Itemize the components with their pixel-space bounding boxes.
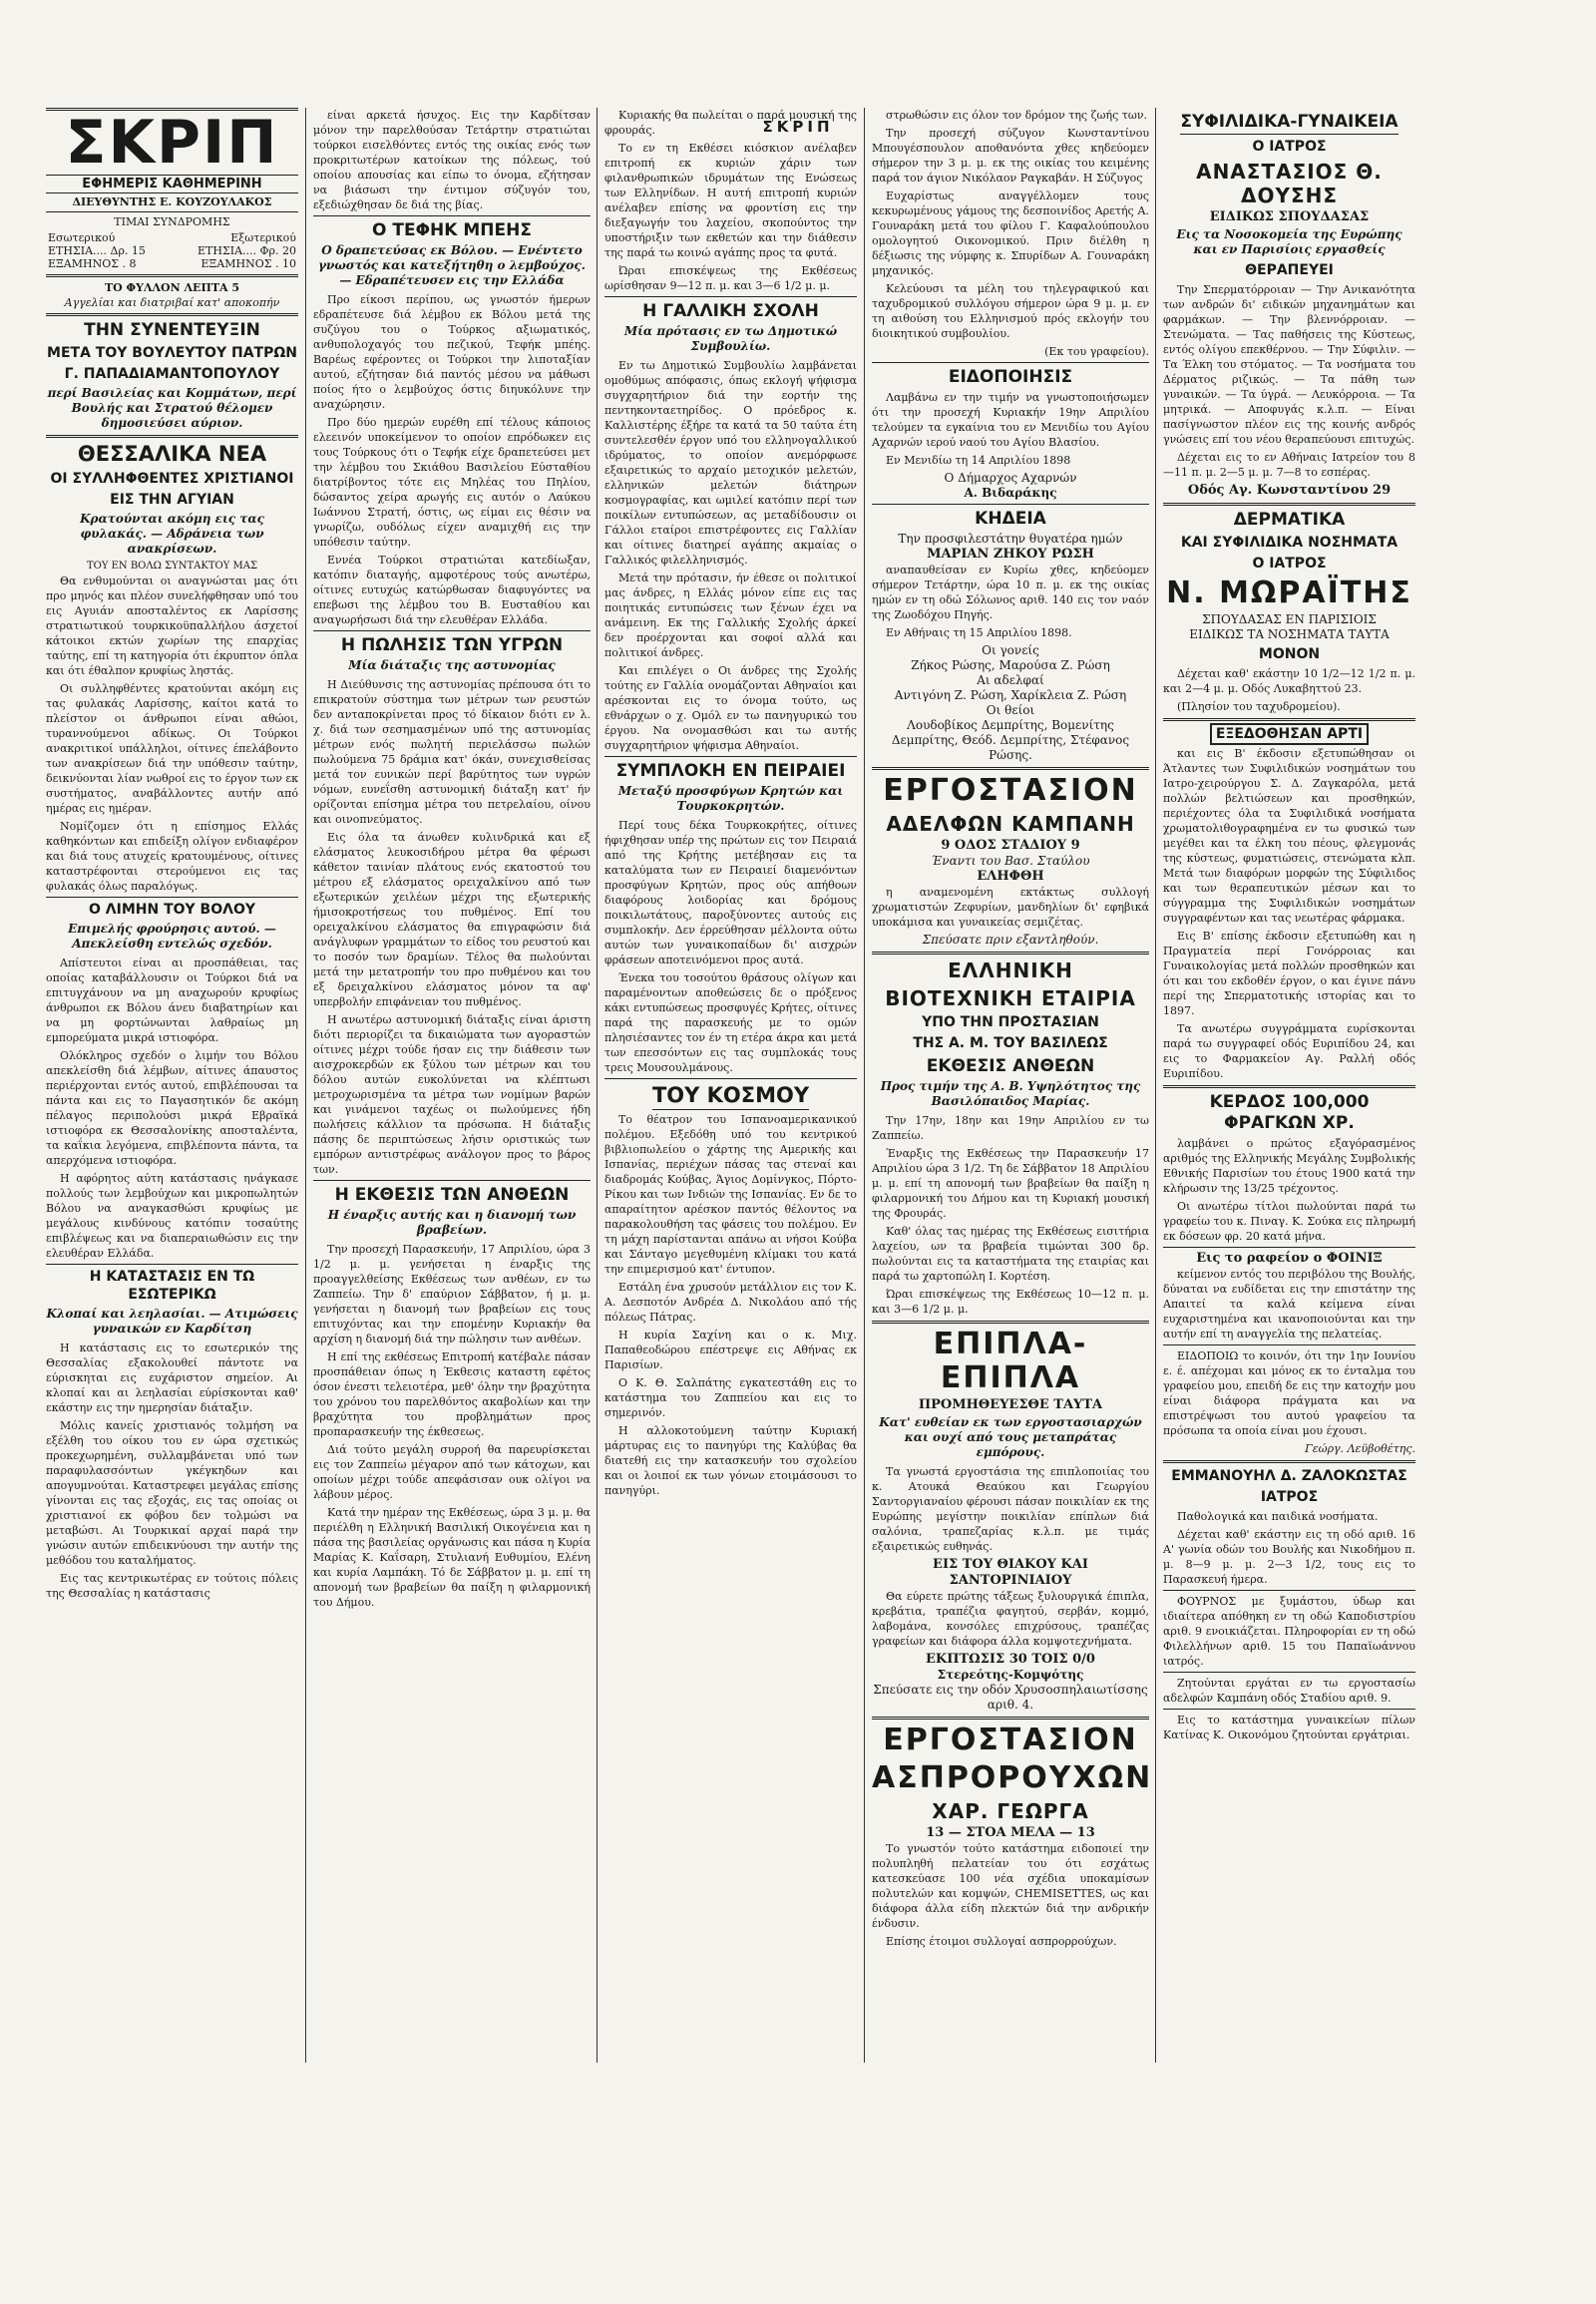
notice-line: Οι θείοι xyxy=(986,703,1035,717)
notice-line: Λουδοβίκος Δεμπρίτης, Βομενίτης Δεμπρίτης, Θεόδ. Δεμπρίτης, Στέφανος Ρώσης. xyxy=(891,718,1130,762)
column-rule xyxy=(1155,108,1156,2063)
ad-title-text: ΣΥΦΙΛΙΔΙΚΑ-ΓΥΝΑΙΚΕΙΑ xyxy=(1180,112,1397,135)
paragraph: Οι συλληφθέντες κρατούνται ακόμη εις τας φυλακάς Λαρίσσης, καίτοι κατά το πλείστον οι άνθρωποι είναι αθώοι, τυραννούμενοι αδίκως. Οι Τούρκοι ανακριτικοί υπάλληλοι, οίτινες έπελάβοντο των ανακρίσεων διά την υπόθεσιν ταύτην, δεικνύονται λίαν νωθροί εις το έργον των εκ συστήματος, αναβάλλοντες αυτήν από ημέρας εις ημέραν. xyxy=(46,682,298,815)
paragraph: Κατά την ημέραν της Εκθέσεως, ώρα 3 μ. μ. θα περιέλθη η Ελληνική Βασιλική Οικογένεια και η πάσα της βασιλείας οργάνωσις και πάσα η Κυρία Μαρίας Κ. Καΐσαρη, Στυλιανή Ευθυμίου, Ελένη και κυρία Λαμπάκη. Τό δε Σάββατον μ. μ. επί τη απονομή των βραβείων θα παίξη η φιλαρμονική του Δήμου. xyxy=(313,1506,591,1609)
ad-heading: ΠΡΟΜΗΘΕΥΕΣΘΕ ΤΑΥΤΑ xyxy=(918,1397,1103,1412)
ad-title xyxy=(1163,725,1415,743)
paragraph: Ένεκα του τοσούτου θράσους ολίγων και παραμένοντων αποθεώσεις δε ο πρόξενος κάκι εντυπώσεως προσφυγές Κρήτες, οίτινες παρά της παρασκευής με το ομών πλησιέσαντες τον έν τη ετέρα άκρα και μετά των επεσσόντων εις τας συμπλοκάς τους τρεις Μουσουλμάνους. xyxy=(604,971,857,1074)
paragraph: Ευχαρίστως αναγγέλλομεν τους κεκυρωμένους γάμους της δεσποινίδος Αρετής Α. Γουναράκη μετά του φίλου Γ. Καφαλούπουλου ομολογητού Οικονομικού. Πριν διέλθη η δέξιωσις της νύμφης κ. Σπυρίδων Α. Γουναράκη μηχανικός. xyxy=(872,190,1149,277)
ad-body xyxy=(1163,746,1415,1081)
headline: ΤΗΝ ΣΥΝΕΝΤΕΥΞΙΝ xyxy=(84,320,260,340)
paragraph: Ο Κ. Θ. Σαλπάτης εγκατεστάθη εις το κατάστημα του Ζαππείου και εις το σημερινόν. xyxy=(604,1376,857,1419)
article-body xyxy=(46,574,298,894)
article-body xyxy=(46,1341,298,1601)
ad-heading: ΘΕΡΑΠΕΥΕΙ xyxy=(1245,262,1334,278)
signature: Γεώργ. Λεϋβοθέτης. xyxy=(1305,1442,1415,1455)
subheadline: Η έναρξις αυτής και η διανομή των βραβείων. xyxy=(327,1208,577,1237)
headline: Η ΠΩΛΗΣΙΣ ΤΩΝ ΥΓΡΩΝ xyxy=(340,635,564,655)
column-5 xyxy=(1157,108,1421,2063)
paragraph: Εν Αθήναις τη 15 Απριλίου 1898. xyxy=(886,626,1072,639)
ad-heading: Ο ΙΑΤΡΟΣ xyxy=(1252,139,1327,155)
paragraph: Μετά την πρότασιν, ήν έθεσε οι πολιτικοί μας άνδρες, η Ελλάς μόνον είπε εις τας ποιητικάς εντυπώσεις των ξένων έχει να ανάμεινη. Εκ της Γαλλικής Σχολής άρκεί δεν προέρχονται και σοφοί αλλά και πολιτικοί άνδρες. xyxy=(604,572,857,659)
subheadline: Ο δραπετεύσας εκ Βόλου. — Ενέντετο γνωστός και κατεξήτηθη ο λεμβούχος. — Εδραπέτευσεν εις την Ελλάδα xyxy=(318,243,586,287)
running-head: ΣΚΡΙΠ xyxy=(762,118,834,136)
paragraph: Η κυρία Σαχίνη και ο κ. Μιχ. Παπαθεοδώρου επέστρεψε εις Αθήνας εκ Παρισίων. xyxy=(604,1329,857,1371)
issue-price: ΤΟ ΦΥΛΛΟΝ ΛΕΠΤΑ 5 xyxy=(104,281,240,294)
notice-line: Ζήκος Ρώσης, Μαρούσα Ζ. Ρώση xyxy=(911,658,1110,672)
headline: ΜΕΤΑ ΤΟΥ ΒΟΥΛΕΥΤΟΥ ΠΑΤΡΩΝ xyxy=(47,345,297,361)
doctor-name: Ν. ΜΩΡΑΪΤΗΣ xyxy=(1166,576,1412,610)
ad-subheading: Κατ' ευθείαν εκ των εργοστασιαρχών και ουχί από τους μεταπράτας εμπόρους. xyxy=(879,1415,1142,1459)
article-body xyxy=(313,677,591,1177)
paragraph: Ολόκληρος σχεδόν ο λιμήν του Βόλου απεκλείσθη διά λέμβων, αίτινες άπαυστος περιέρχονται εντός αυτού, επιβλέπουσαι τα πάντα και εις το Παγασητικόν δε ακόμη πέλαγος περιπολούσι μικρά Εβραϊκά ιστιοφόρα εκ Θεσσαλονίκης αποσταλέντα, τα καΐκια λεγόμενα, επιβλέποντα πάντα, τα απερχόμενα ιστιοφόρα. xyxy=(46,1049,298,1167)
headline: ΕΙΔΟΠΟΙΗΣΙΣ xyxy=(948,367,1073,387)
column-rule xyxy=(864,108,865,2063)
paragraph: Περί τους δέκα Τουρκοκρήτες, οίτινες ήφιχθησαν υπέρ της πρώτων εις τον Πειραιά από της Κρήτης μετέβησαν εις τα καταλύματα των εν Πειραιεί διαμενόντων προσφύγων Κρητών, προς ούς απήθοων διαφόρους λοιδορίας και δρόμους ποικιλωτάτους, παροξύνοντες αυτούς εις συμπλοκήν. Δεν έρρεύθησαν μέλλοντα ούτω αυτών των γυναικοπαίδων δι' αισχρών φράσεων αποτεινόμενοι προς αυτά. xyxy=(604,819,857,966)
byline: ΤΟΥ ΕΝ ΒΟΛΩ ΣΥΝΤΑΚΤΟΥ ΜΑΣ xyxy=(86,561,258,572)
paragraph: Η επί της εκθέσεως Επιτροπή κατέβαλε πάσαν προσπάθειαν όπως η Έκθεσις καταστη εφέτος όσον ένεστι τελειοτέρα, μεθ' όλην την βραχύτητα του χρόνου του παρελθόντος ακαβολίων και την βραχύτητα του προβλημάτων προς προπαρασκευήν της έκθεσεως. xyxy=(313,1350,591,1438)
headline: ΣΥΜΠΛΟΚΗ ΕΝ ΠΕΙΡΑΙΕΙ xyxy=(615,761,846,781)
ad-body xyxy=(1163,666,1415,714)
paragraph: Την προσεχή Παρασκευήν, 17 Απριλίου, ώρα 3 1/2 μ. μ. γενήσεται η έναρξις της προαγγελθείσης Εκθέσεως των ανθέων, εν τω Ζαππείω. Την δ' επαύριον Σάββατον, ή μ. μ. γενήσεται η διανομή των βραβείων εις τους επιτυχόντας και την επομένην Κυριακήν θα αρχίση η διανομή διά την πώλησιν των ανθέων. xyxy=(313,1243,591,1345)
paragraph: Εννέα Τούρκοι στρατιώται κατεδίωξαν, κατόπιν διαταγής, αμφοτέρους τούς ανωτέρω, οίτινες ευτυχώς κατώρθωσαν διαφυγόντες να επεβωσι της λέμβου του Β. Ευσταθίου και αναγωρήσωσι διά την ελευθέραν Ελλάδα. xyxy=(313,554,591,626)
paragraph: Την Σπερματόρροιαν — Την Ανικανότητα των ανδρών δι' ειδικών μηχανημάτων και φαρμάκων. — Την βλεννόρροιαν. — Στενώματα. — Τας παθήσεις της Κύστεως, εντός ολίγου επεκθέρνου. — Την Σύφιλιν. — Τα Έλκη του στόματος. — Τα νοσήματα του Δέρματος ριζικώς. — Τα πάθη των γυναικών. — Τα ύγρά. — Λευκόρροια. — Τα μητρικά. — Αποφυγάς κ.λ.π. — Είναι πασίγνωστον πλέον εις της κοινής ανδρός γνώσεις επί του νέου θεραπεύουσι επιτυχώς. xyxy=(1163,283,1415,446)
ad-line: ΕΙΔΙΚΩΣ ΤΑ ΝΟΣΗΜΑΤΑ ΤΑΥΤΑ xyxy=(1189,627,1390,641)
paragraph: Θα ενθυμούνται οι αναγνώσται μας ότι προ μηνός και πλέον συνελήφθησαν υπό του εις Αγυιάν αποσταλέντος εκ Λαρίσσης στρατιωτικού τουρκικοϋπαλλήλου άσχετοί κάτοικοι εκτών χωρίων της επαρχίας ταύτης, επί τη κατηγορία ότι έκρυπτον όπλα και ότι έθαλπον κρυφίως ληστάς. xyxy=(46,575,298,677)
paragraph: Τα ανωτέρω συγγράμματα ευρίσκονται παρά τω συγγραφεί οδός Ευριπίδου 24, και εις το Φαρμακείον Αγ. Ραλλή οδός Ευριπίδου. xyxy=(1163,1022,1415,1080)
paragraph: Δέχεται καθ' εκάστην εις τη οδό αριθ. 16 Α' γωνία οδών του Βουλής και Νικοδήμου π. μ. 8—9 μ. μ. 2—3 1/2, τους εις το Παρασκευή ήμερα. xyxy=(1163,1528,1415,1586)
paragraph: (Πλησίον του ταχυδρομείου). xyxy=(1177,700,1341,713)
ad-body xyxy=(872,885,1149,930)
paragraph: Το θέατρον του Ισπανοαμερικανικού πολέμου. Εξεδόθη υπό του κεντρικού βιβλιοπωλείου ο χάρτης της Αμερικής και Ισπανίας, περιέχων πάσας τας στεναί και διαδρομάς Κούβας, Άγιος Δομίνγκος, Πόρτο-Ρίκου και των Ινδιών της Ισπανίας. Εν δε το απαραίτητον αρέσκον παντός θέλοντος να παρακολουθήση τας φάσεις του πολέμου. Εν τη μάχη παρίστανται απάνω αι νήσοι Κούβα και Σάνταγο μεγεθυμένη κλίμακι του κατά την επιμερισμού κατ' έντυπον. xyxy=(604,1113,857,1276)
signature: Α. Βιδαράκης xyxy=(964,486,1057,500)
ad-title: ΕΠΙΠΛΑ-ΕΠΙΠΛΑ xyxy=(933,1327,1088,1395)
article-body xyxy=(872,108,1149,359)
subheadline: Επιμελής φρούρησις αυτού. — Απεκλείσθη εντελώς σχεδόν. xyxy=(68,922,276,951)
domestic-label: Εσωτερικού xyxy=(48,231,116,244)
ad-body xyxy=(1163,1509,1415,1587)
paragraph: Το εν τη Εκθέσει κιόσκιον ανέλαβεν επιτροπή εκ κυριών χάριν των φιλανθρωπικών ιδρυμάτων της Ενώσεως των Ελληνίδων. Η αυτή επιτροπή κυριών ανέλαβεν επίσης να φροντίση εις την διεξαγωγήν του λαχείου, σκοπούντος την υποστήριξιν των εκθετών και την διάθεσιν της παρά τω κοινώ αγάπης προς τα φυτά. xyxy=(604,142,857,259)
ad-body xyxy=(1163,1136,1415,1244)
ad-discount: ΕΚΠΤΩΣΙΣ 30 ΤΟΙΣ 0/0 xyxy=(926,1652,1095,1667)
price-cell: ΕΤΗΣΙΑ.... Φρ. 20 xyxy=(198,244,296,257)
paragraph: Τα γνωστά εργοστάσια της επιπλοποιίας του κ. Ατουκά Θεαύκου και Γεωργίου Σαντοργιαναίου φέρουσι πάσαν ποικιλίαν εκ της Ευρώπης μεγίστην ποικιλίαν επίπλων διά σαλόνια, τραπεζαρίας κ.λ.π. με τιμάς εξαιρετικώς ευθηνάς. xyxy=(872,1465,1149,1553)
paragraph: Εις το κατάστημα γυναικείων πίλων Κατίνας Κ. Οικονόμου ζητούνται εργάτριαι. xyxy=(1163,1714,1415,1741)
article-body xyxy=(872,563,1149,640)
paragraph: Και επιλέγει ο Οι άνδρες της Σχολής τούτης εν Γαλλία ονομάζονται Αθηναίοι και αρέσκονται εις το όνομα τούτο, ως εθνάρχων ο χ. Ομόλ εν τω πανηγυρικώ του έργου. Να ονομασθώσι και τω αυτής συγχαρητήριον ψήφισμα Αθηναίοι. xyxy=(604,664,857,752)
foreign-label: Εξωτερικού xyxy=(230,231,296,244)
paragraph: Κυριακής θα πωλείται ο παρά μουσική της φρουράς. xyxy=(604,109,857,137)
article-body xyxy=(313,292,591,627)
price-cell: ΕΤΗΣΙΑ.... Δρ. 15 xyxy=(48,244,146,257)
paragraph: Επίσης έτοιμοι συλλογαί ασπρορρούχων. xyxy=(886,1935,1117,1948)
paragraph: Η ανωτέρω αστυνομική διάταξις είναι άριστη διότι περιορίζει τα δικαιώματα των αγοραστών οίτινες μέχρι τούδε ήσαν εις την διάθεσιν των αισχροκερδών εκ ξύλου των μέτρων και του δόλου αυτών ευκολύνεται να κλέπτωσι μετροχωρισμένα τα μέτρα των νομίμων βαρών και γινάμενοι ταχέως οι πωλούμενες ήδη πωλήσεις κάλλιον τα πρόσωπα. Η διάταξις πάσης δε περιπτώσεως λήσιν οριστικώς των εμπόρων αντιστρέφως ανάλογον προς το βάρος των. xyxy=(313,1013,591,1176)
ad-address: 9 ΟΔΟΣ ΣΤΑΔΙΟΥ 9 xyxy=(941,838,1080,853)
paragraph: και εις Β' έκδοσιν εξετυπώθησαν οι Άτλαντες των Συφιλιδικών νοσημάτων του Ιατρο-χειρούργου Σ. Δ. Ζαγκαρόλα, μετά πολλών βελτιώσεων και προσθηκών, περιέχοντες όλα τα Συφιλιδικά νοσήματα χρωματολιθογραφημένα εν τω φυσικώ των μεγέθει και τα έλκη του πέους, φλεγμονάς της κύστεως, φυματιώσεις, στενώματα κλπ. Μετά των διαφόρων μορφών της Σύφιλιδος και των θεραπευτικών μέσων και το σύγγραμμα της Συφιλιδικών νοσημάτων συγγραφέντων και τας νεωτέρας φάρμακα. xyxy=(1163,747,1415,925)
notice-line: Αντιγόνη Ζ. Ρώση, Χαρίκλεια Ζ. Ρώση xyxy=(894,688,1127,702)
ad-address: Οδός Αγ. Κωνσταντίνου 29 xyxy=(1187,483,1392,498)
paragraph: είναι αρκετά ήσυχος. Εις την Καρδίτσαν μόνον την παρελθούσαν Τετάρτην στρατιώται τούρκοι εισελθόντες εντός της οικίας ενός των προκριτωτέρων κατοίκων της πόλεως, τού οποίου απουσίας και είπω το όνομα, εζήτησαν να βιάσωσι την έντιμον σύζυγόν του, εξεδιώχθησαν δε διά της βίας. xyxy=(313,109,591,211)
paragraph: Προ είκοσι περίπου, ως γνωστόν ήμερων εδραπέτευσε διά λέμβου εκ Βόλου μετά της συζύγου του ο Τούρκος αξιωματικός, ανθυπολοχαγός του πεζικού, Τεφήκ μπέης. Βαρέως εφέροντες οι Τούρκοι την λιποταξίαν αυτού, εζήτησαν διά παντός μέσου να μάθωσι ποίος ήτο ο λεμβούχος όστις διηυκόλυνε την αναχώρησιν. xyxy=(313,293,591,411)
article-body xyxy=(872,390,1149,468)
ad-body xyxy=(872,1464,1149,1554)
paragraph: Έναρξις της Εκθέσεως την Παρασκευήν 17 Απριλίου ώρα 3 1/2. Τη δε Σάββατον 18 Απριλίου μ. μ. επί τη απονομή των βραβείων θα παίξη η φιλαρμονική του Δήμου και τη Κυριακή μουσική της Φρουράς. xyxy=(872,1147,1149,1220)
ad-title: ΑΣΠΡΟΡΟΥΧΩΝ xyxy=(872,1760,1153,1795)
notice-line: Αι αδελφαί xyxy=(977,673,1044,687)
column-rule xyxy=(305,108,306,2063)
paragraph: Εν Μενιδίω τη 14 Απριλίου 1898 xyxy=(886,454,1071,467)
headline xyxy=(604,1083,857,1110)
masthead-title: ΣΚΡΙΠ xyxy=(46,108,298,175)
paragraph: Νομίζομεν ότι η επίσημος Ελλάς καθηκόντων και επιδείξη ολίγον ενδιαφέρον και διά τους ατυχείς κρατουμένους, οίτινες καταστρέφονται στερούμενοι εις τας φυλακάς όλως παραλόγως. xyxy=(46,820,298,893)
paragraph: Οι ανωτέρω τίτλοι πωλούνται παρά τω γραφείω του κ. Πιναγ. Κ. Σούκα εις πληρωμή εκ δόσεων φρ. 20 κατά μήνα. xyxy=(1163,1200,1415,1243)
ad-title: ΔΕΡΜΑΤΙΚΑ xyxy=(1233,510,1346,530)
section-title: ΤΟΥ ΚΟΣΜΟΥ xyxy=(652,1083,809,1110)
subheadline: Κρατούνται ακόμη εις τας φυλακάς. — Αδράνεια των ανακρίσεων. xyxy=(80,512,264,556)
article-body xyxy=(313,1242,591,1610)
ad-heading: ΕΚΘΕΣΙΣ ΑΝΘΕΩΝ xyxy=(926,1056,1095,1076)
ad-address: Έναντι του Βασ. Σταύλου xyxy=(931,854,1090,868)
doctor-name: ΑΝΑΣΤΑΣΙΟΣ Θ. ΔΟΥΣΗΣ xyxy=(1196,160,1383,207)
paragraph: Κελεύουσι τα μέλη του τηλεγραφικού και ταχυδρομικού συλλόγου σήμερον ώρα 9 μ. μ. εν τη αιθούση του Ελληνισμού πρός εκλογήν του διοικητικού συμβουλίου. xyxy=(872,282,1149,340)
paragraph: Λαμβάνω εν την τιμήν να γνωστοποιήσωμεν ότι την προσεχή Κυριακήν 19ην Απριλίου τελούμεν τα εγκαίνια του εν Μενιδίω του Αγίου Αχαρνών ιερού ναού του Αγίου Βλασίου. xyxy=(872,391,1149,449)
ad-title: ΕΡΓΟΣΤΑΣΙΟΝ xyxy=(883,1723,1138,1757)
headline: ΟΙ ΣΥΛΛΗΦΘΕΝΤΕΣ ΧΡΙΣΤΙΑΝΟΙ xyxy=(50,471,294,487)
paragraph: Δέχεται καθ' εκάστην 10 1/2—12 1/2 π. μ. και 2—4 μ. μ. Οδός Λυκαβηττού 23. xyxy=(1163,667,1415,695)
headline: Ο ΛΙΜΗΝ ΤΟΥ ΒΟΛΟΥ xyxy=(89,902,255,918)
ad-title: ΕΛΛΗΝΙΚΗ xyxy=(948,959,1073,982)
ad-line: ΕΙΔΙΚΩΣ ΣΠΟΥΔΑΣΑΣ xyxy=(1209,209,1370,224)
headline: ΚΗΔΕΙΑ xyxy=(975,509,1046,529)
paragraph: Καθ' όλας τας ημέρας της Εκθέσεως εισιτήρια λαχείου, ων τα βραβεία τιμώνται 300 δρ. πωλούνται εις τα καταστήματα της εταιρίας και παρά τω χαρτοπώλη Ι. Κορτέση. xyxy=(872,1225,1149,1283)
paragraph: Προ δύο ημερών ευρέθη επί τέλους κάποιος ελεεινόν υποκείμενον το οποίον επρόδωκεν εις τους Τούρκους ότι ο Τεφήκ είχε δραπετεύσει μετ την λέμβου του Σκιάθου Βασιλείου Εύσταθίου διατρίβοντος τότε εις Μηλέας του Πηλίου, δώσαντος χείρα αρωγής εις αυτόν ο Λαύκου Ιωάννου Στρατή, όστις, ως είμαι εις θέσιν να γνωρίζω, ουδόλως είχεν αναμιχθή εις την υπόθεσιν ταύτην. xyxy=(313,416,591,549)
masthead-notice: Αγγελίαι και διατριβαί κατ' αποκοπήν xyxy=(64,296,280,309)
paragraph: Εστάλη ένα χρυσούν μετάλλιον εις τον Κ. Α. Δεσποτόν Ανδρέα Δ. Νικολάου από τής πόλεως Πάτρας. xyxy=(604,1281,857,1324)
headline: Η ΕΚΘΕΣΙΣ ΤΩΝ ΑΝΘΕΩΝ xyxy=(334,1185,570,1205)
ad-title xyxy=(1163,112,1415,135)
price-cell: ΕΞΑΜΗΝΟΣ . 8 xyxy=(48,257,137,270)
paragraph: Θα εύρετε πρώτης τάξεως ξυλουργικά έπιπλα, κρεβάτια, τραπέζια φαγητού, σερβάν, κομμό, λαβομάνα, κονσόλες επιχρύσους, τραπέζας γραφείων και διάφορα άλλα κομψοτεχνήματα. xyxy=(872,1590,1149,1648)
ad-heading: ΕΙΣ ΤΟΥ ΘΙΑΚΟΥ ΚΑΙ ΣΑΝΤΟΡΙΝΙΑΙΟΥ xyxy=(933,1557,1088,1588)
paragraph: Δέχεται εις το εν Αθήναις Ιατρείον του 8—11 π. μ. 2—5 μ. μ. 7—8 το εσπέρας. xyxy=(1163,451,1415,479)
deceased-name: ΜΑΡΙΑΝ ΖΗΚΟΥ ΡΩΣΗ xyxy=(927,547,1094,562)
ad-owner: ΧΑΡ. ΓΕΩΡΓΑ xyxy=(932,1799,1089,1823)
signature: Ο Δήμαρχος Αχαρνών xyxy=(944,471,1077,485)
ad-heading: Ο ΙΑΤΡΟΣ xyxy=(1252,556,1327,572)
paragraph: Εν τω Δημοτικώ Συμβουλίω λαμβάνεται ομοθύμως απόφασις, όπως εκλογή ψήφισμα συγχαρητήριον διά την εορτήν της πεντηκονταετηρίδος. Ο πρόεδρος κ. Καλλιστέρης έξήρε τα κατά τα 50 ταύτα έτη συντελεσθέν έργον υπό του ελληνογαλλικού ιδρύματος, το οποίον ανεμόρφωσε εξαιρετικώς το αρχαίο μετοχικόν μελετών, ελληνικών μελετών διάτηρων κοσμογραφίας, και ωμιλεί κατόπιν περί των ποικίλων εντυπώσεων, ας μεταδίδουσιν οι Γάλλοι εταίροι επιστρέφοντες εις Γαλλίαν και οίτινες διατηρεί αγάπης ακμαίας ο Γαλλικός φιλελληνισμός. xyxy=(604,359,857,567)
ad-line: ΣΠΟΥΔΑΣΑΣ ΕΝ ΠΑΡΙΣΙΟΙΣ xyxy=(1202,612,1377,626)
ad-title: ΒΙΟΤΕΧΝΙΚΗ ΕΤΑΙΡΙΑ xyxy=(885,986,1136,1010)
paragraph: Την 17ην, 18ην και 19ην Απριλίου εν τω Ζαππείω. xyxy=(872,1114,1149,1142)
ad-body xyxy=(1163,1348,1415,1456)
signature: (Εκ του γραφείου). xyxy=(1044,345,1149,358)
column-4 xyxy=(866,108,1155,2063)
ad-heading: ΕΛΗΦΘΗ xyxy=(977,869,1044,884)
ad-line: Σπεύσατε πριν εξαντληθούν. xyxy=(922,933,1099,947)
ad-line: Σπεύσατε εις την οδόν Χρυσοσπηλαιωτίσσης αριθ. 4. xyxy=(873,1683,1148,1712)
subheadline: Κλοπαί και λεηλασίαι. — Ατιμώσεις γυναικών εν Καρδίτση xyxy=(46,1307,298,1336)
notice-line: Την προσφιλεστάτην θυγατέρα ημών xyxy=(898,532,1123,546)
article-body xyxy=(604,358,857,753)
paragraph: στρωθώσιν εις όλον τον δρόμον της ζωής των. xyxy=(886,109,1148,122)
subheadline: Μεταξύ προσφύγων Κρητών και Τουρκοκρητών. xyxy=(617,784,844,813)
ad-title-text: ΕΞΕΔΟΘΗΣΑΝ ΑΡΤΙ xyxy=(1210,723,1369,745)
paragraph: Εις τας κεντρικωτέρας εν τούτοις πόλεις της Θεσσαλίας η κατάστασις xyxy=(46,1572,298,1600)
paragraph: λαμβάνει ο πρώτος εξαγόρασμένος αριθμός της Ελληνικής Μεγάλης Συμβολικής Εθνικής Παρισίων του έτους 1900 κατά την κλήρωσιν της 13/25 τρέχοντος. xyxy=(1163,1137,1415,1195)
ad-title: ΕΡΓΟΣΤΑΣΙΟΝ xyxy=(883,773,1138,808)
ad-title: ΥΠΟ ΤΗΝ ΠΡΟΣΤΑΣΙΑΝ xyxy=(922,1014,1099,1030)
ad-body xyxy=(1163,1676,1415,1706)
ad-subheading: Εις τα Νοσοκομεία της Ευρώπης και εν Παρισίοις εργασθείς xyxy=(1176,227,1402,256)
section-kicker: ΘΕΣΣΑΛΙΚΑ ΝΕΑ xyxy=(77,442,267,466)
price-cell: ΕΞΑΜΗΝΟΣ . 10 xyxy=(200,257,296,270)
paragraph: ΕΙΔΟΠΟΙΩ το κοινόν, ότι την 1ην Ιουνίου ε. έ. απέχομαι και μόνος εκ το ένταλμα του γραφείου μου, επειδή δε εις την κατοχήν μου είναι διάφορα πράγματα και να επιστρέψωσι του αυτού γραφείου τα πρόσωπα τα οποία είναι μου έχουσι. xyxy=(1163,1349,1415,1437)
subheadline: Μία πρότασις εν τω Δημοτικώ Συμβουλίω. xyxy=(623,324,838,353)
masthead-subtitle: ΕΦΗΜΕΡΙΣ ΚΑΘΗΜΕΡΙΝΗ xyxy=(46,175,298,193)
headline: ΕΙΣ ΤΗΝ ΑΓΥΙΑΝ xyxy=(110,492,234,508)
ad-line: Στερεότης-Κομψότης xyxy=(937,1668,1084,1682)
prices-heading: ΤΙΜΑΙ ΣΥΝΔΡΟΜΗΣ xyxy=(114,215,230,228)
article-body xyxy=(604,108,857,293)
article-body xyxy=(604,1112,857,1498)
ad-title: ΚΑΙ ΣΥΦΙΛΙΔΙΚΑ ΝΟΣΗΜΑΤΑ xyxy=(1180,535,1398,551)
ad-heading: ΜΟΝΟΝ xyxy=(1258,646,1321,662)
ad-heading: Εις το ραφείον ο ΦΟΙΝΙΞ xyxy=(1196,1251,1383,1266)
article-body xyxy=(46,956,298,1261)
subheadline: Μία διάταξις της αστυνομίας xyxy=(348,658,556,672)
ad-title: ΚΕΡΔΟΣ 100,000 ΦΡΑΓΚΩΝ ΧΡ. xyxy=(1209,1092,1370,1133)
paragraph: κείμενον εντός του περιβόλου της Βουλής, δύναται να ευδίδεται εις την επιστάτην της Απαιτεί τα καλά κείμενα είναι ευχαριστημένα και ικανοποιούνται και την αυτήν επί τη αναγγελία της πελατείας. xyxy=(1163,1268,1415,1341)
headline: Ο ΤΕΦΗΚ ΜΠΕΗΣ xyxy=(372,220,532,240)
paragraph: η αναμενομένη εκτάκτως συλλογή χρωματιστών Ζεφυρίων, μανδηλίων δι' εφηβικά υποκάμισα και γυναικείας σεμιζέτας. xyxy=(872,886,1149,929)
column-2 xyxy=(307,108,597,2063)
column-1 xyxy=(40,108,304,2063)
paragraph: ΦΟΥΡΝΟΣ με ξυμάστου, ύδωρ και ιδιαίτερα απόθηκη εν τη οδώ Καποδιστρίου αριθ. 9 ενοικιάζεται. Πληροφορίαι εν τη οδώ Φιλελλήνων αριθ. 15 του Παπαϊωάννου ιατρός. xyxy=(1163,1595,1415,1668)
ad-body xyxy=(872,1841,1149,1949)
ad-body xyxy=(1163,1713,1415,1742)
paragraph: Την προσεχή σύζυγον Κωνσταντίνου Μπουγέσπουλον αποθανόντα χθες κηδεύομεν σήμερον την 3 μ. μ. εκ της οικίας του κειμένης παρά τον άγιον Νικόλαον Ραγκαβάν. Η Σύζυγος xyxy=(872,127,1149,185)
ad-address: 13 — ΣΤΟΑ ΜΕΛΑ — 13 xyxy=(926,1825,1095,1840)
paragraph: Μόλις κανείς χριστιανός τολμήση να εξέλθη του οίκου του εν ώρα σχετικώς προκεχωρημένη, συλλαμβάνεται υπό των παραφυλασσόντων γκέγκηδων και απογυμνούται. Καταστρεφει μεγάλας επίσης γίνονται εις τας εξοχάς, εις τας οποίας οι χριστιανοί εκ φόβου δεν τολμώσι να μεταβώσι. Αι Τουρκικαί αρχαί παρά την γνώσιν αυτών επιδεικνύουσι την αυτήν της μεθόδου του καταλήματος. xyxy=(46,1419,298,1567)
ad-subheading: Προς τιμήν της Α. Β. Υψηλότητος της Βασιλόπαιδος Μαρίας. xyxy=(880,1079,1141,1108)
paragraph: Η αφόρητος αύτη κατάστασις ηνάγκασε πολλούς των λεμβούχων και μικροπωλητών Βόλου να αναγκασθώσι κρυφίως με μεγάλους κινδύνους κατόπιν τοσαύτης επιβλέψεως και να διαπεραιωθώσιν εις την ελευθέραν Ελλάδα. xyxy=(46,1172,298,1260)
ad-body xyxy=(1163,1594,1415,1669)
doctor-name: ΕΜΜΑΝΟΥΗΛ Δ. ΖΑΛΟΚΩΣΤΑΣ xyxy=(1171,1468,1407,1484)
paragraph: Διά τούτο μεγάλη συρροή θα παρευρίσκεται εις τον Ζαππείω μέγαρον από των κάτοχων, και οποίων μέχρι τούδε απεφάσισαν ουκ ολίγοι να λάβουν μέρος. xyxy=(313,1443,591,1501)
paragraph: Εις όλα τα άνωθεν κυλινδρικά και εξ ελάσματος λευκοσιδήρου μέτρα θα φέρωσι κάθετον ταινίαν πλάτους ενός εκατοστού του μέτρου εξ ελάσματος ορειχαλκίνου από των εξωτερικών χειλέων μέχρι της εξωτερικής ήμισοκροτήσεως του πυθμένος. Επί του ορειχαλκίνου ελάσματος θα επιγραφώσιν διά ανάγλυφων γραμμάτων το είδος του ρευστού και το ποσόν των δραμίων. Τέλος θα πωλούνται μετά την μετατροπήν του προ πυθμένου και του εξ δρειχαλκίνου ελάσματος μόνον τα αφ' υπερβολήν επιφάνειαν του πυθμένος. xyxy=(313,831,591,1008)
ad-body xyxy=(872,1589,1149,1649)
paragraph: Ώραι επισκέψεως της Εκθέσεως ωρίσθησαν 9—12 π. μ. και 3—6 1/2 μ. μ. xyxy=(604,264,857,292)
column-rule xyxy=(597,108,598,2063)
subheadline: περί Βασιλείας και Κομμάτων, περί Βουλής και Στρατού θέλομεν δημοσιεύσει αύριον. xyxy=(47,386,297,430)
ad-body xyxy=(1163,1267,1415,1342)
article-body xyxy=(313,108,591,212)
paragraph: αναπαυθείσαν εν Κυρίω χθες, κηδεύομεν σήμερον Τετάρτην, ώρα 10 π. μ. εκ της οικίας ημών εν τη οδώ Σόλωνος αριθ. 140 εις τον ναόν της Ζωοδόχου Πηγής. xyxy=(872,564,1149,621)
paragraph: Η κατάστασις εις το εσωτερικόν της Θεσσαλίας εξακολουθεί πάντοτε να εύρισκηται εις ευχάριστον σημείον. Αι κλοπαί και αι λεηλασίαι εύρίσκονται καθ' εκάστην εις την ημερησίαν διάταξιν. xyxy=(46,1342,298,1414)
paragraph: Απίστευτοι είναι αι προσπάθειαι, τας οποίας καταβάλλουσιν οι Τούρκοι διά να επιτυγχάνουν να μη αναχωρούν κρυφίως άνθρωποι εκ Βόλου άνευ διαβατηρίων και να μη φορτώνωνται λαθραίως μη εμπορεύματα μικρά ιστιοφόρα. xyxy=(46,957,298,1044)
headline: Η ΓΑΛΛΙΚΗ ΣΧΟΛΗ xyxy=(642,301,819,321)
paragraph: Η Διεύθυνσις της αστυνομίας πρέπουσα ότι το επικρατούν σύστημα των μέτρων των ρευστών δεν ανταποκρίνεται προς τό δίκαιον διότι εν λ. χ. διά των σεσημασμένων υπό της αστυνομίας μέτρων ενός πωλητή περιελάσσω πωλών πωλούμενα 75 δράμια κατ' όκάν, συνεχισθείσας μετά τον ευνικών περί βαρύτητος των υγρών νόμων, ευνεΐσθη αστυνομική διάταξη κατ' ήν ορίζονται επίσημα μέτρα του πετρελαίου, οίνου και οινοπνεύματος. xyxy=(313,678,591,826)
column-3 xyxy=(598,108,863,2063)
masthead-director: ΔΙΕΥΘΥΝΤΗΣ Ε. ΚΟΥΖΟΥΛΑΚΟΣ xyxy=(72,195,272,208)
ad-heading: ΙΑΤΡΟΣ xyxy=(1260,1489,1319,1505)
headline: Η ΚΑΤΑΣΤΑΣΙΣ ΕΝ ΤΩ ΕΣΩΤΕΡΙΚΩ xyxy=(89,1269,255,1303)
paragraph: Παθολογικά και παιδικά νοσήματα. xyxy=(1177,1510,1379,1523)
price-table xyxy=(46,231,298,270)
paragraph: Ώραι επισκέψεως της Εκθέσεως 10—12 π. μ. και 3—6 1/2 μ. μ. xyxy=(872,1288,1149,1316)
headline: Γ. ΠΑΠΑΔΙΑΜΑΝΤΟΠΟΥΛΟΥ xyxy=(64,366,280,382)
ad-title: ΤΗΣ Α. Μ. ΤΟΥ ΒΑΣΙΛΕΩΣ xyxy=(913,1035,1108,1051)
paragraph: Η αλλοκοτούμενη ταύτην Κυριακή μάρτυρας εις το πανηγύρι της Καλύβας θα διατεθή εις την κατασκευήν του σχολείου και οι λοιποί εκ των γόνων ετοιμάσουσι το πανηγύρι. xyxy=(604,1424,857,1497)
ad-body xyxy=(872,1113,1149,1317)
article-body xyxy=(604,818,857,1075)
paragraph: Εις Β' επίσης έκδοσιν εξετυπώθη και η Πραγματεία περί Γονόρροιας και Γυναικολογίας μετά πολλών προσθηκών και ότι και του εκδοθέν έργον, ο και έγινε πάνυ περί της Σπερματοτικής ιστορίας και το 1897. xyxy=(1163,930,1415,1017)
ad-title: ΑΔΕΛΦΩΝ ΚΑΜΠΑΝΗ xyxy=(886,812,1135,836)
paragraph: Ζητούνται εργάται εν τω εργοστασίω αδελφών Καμπάνη οδός Σταδίου αριθ. 9. xyxy=(1163,1677,1415,1705)
notice-line: Οι γονείς xyxy=(982,643,1039,657)
ad-body xyxy=(1163,282,1415,480)
paragraph: Το γνωστόν τούτο κατάστημα ειδοποιεί την πολυπληθή πελατείαν του ότι εσχάτως κατεσκεύασε 100 νέα σχέδια υποκαμίσων πολυτελών και κομψών, CHEMISETTES, ως και διάφορα άλλα είδη πλεκτών διά την ανδρικήν ένδυσιν. xyxy=(872,1842,1149,1930)
